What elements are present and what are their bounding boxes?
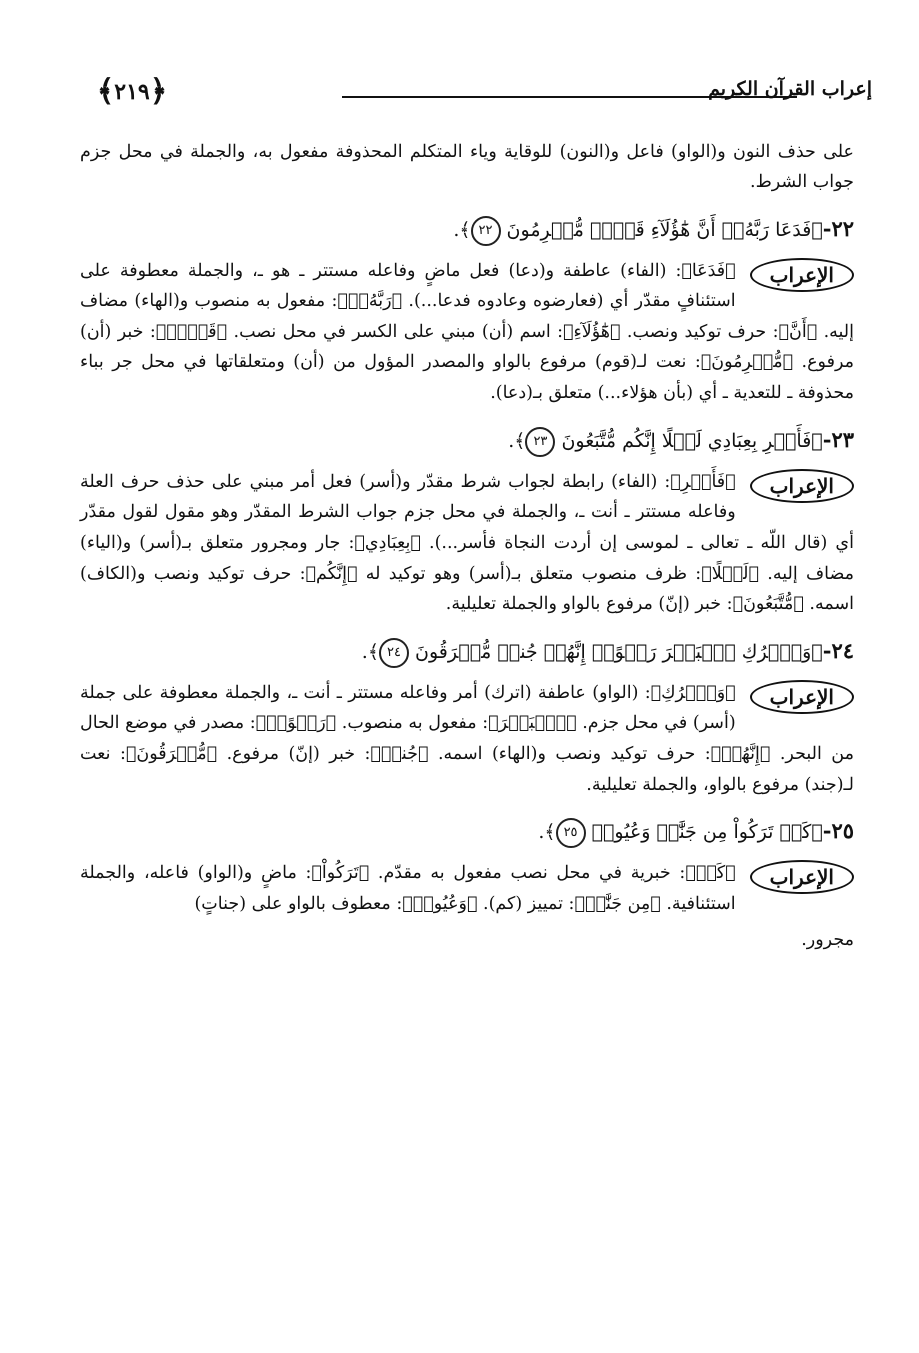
page-header xyxy=(80,70,872,120)
irab-block-22 xyxy=(80,256,854,409)
verse-close: ﴾. xyxy=(538,821,556,844)
verse-number: ٢٥- xyxy=(822,818,854,844)
intro-paragraph: على حذف النون و(الواو) فاعل و(النون) للوقاية وياء المتكلم المحذوفة مفعول به، والجملة في محل جزم جواب الشرط. xyxy=(80,142,854,192)
verse-close: ﴾. xyxy=(361,640,379,663)
verse-25 xyxy=(80,814,854,848)
irab-block-24 xyxy=(80,678,854,801)
irab-badge: الإعراب xyxy=(750,469,854,503)
verse-number: ٢٤- xyxy=(822,637,854,663)
irab-text: ﴿فَدَعَا﴾: (الفاء) عاطفة و(دعا) فعل ماضٍ وفاعله مستتر ـ هو ـ، والجملة معطوفة على استئنافٍ مقدّر أي (فعارضوه وعادوه فدعا...). ﴿رَبَّهُۥٓ﴾: مفعول به منصوب و(الهاء) مضاف إليه. ﴿أَنَّ﴾: حرف توكيد ونصب. ﴿هَٰٓؤُلَآءِ﴾: اسم (أن) مبني على الكسر في محل نصب. ﴿قَوۡمٞ﴾: خبر (أن) مرفوع. ﴿مُّجۡرِمُونَ﴾: نعت لـ(قوم) مرفوع بالواو والمصدر المؤول من (أن) ومتعلقاتها في محل جر بباء محذوفة ـ للتعدية ـ أي (بأن هؤلاء...) متعلق بـ(دعا). xyxy=(80,260,854,403)
left-brace-ornament: ﴿ xyxy=(149,74,168,109)
irab-badge: الإعراب xyxy=(750,860,854,894)
ayah-marker-icon: ٢٥ xyxy=(556,818,586,848)
verse-text: ﴿كَمۡ تَرَكُواْ مِن جَنَّٰتٖ وَعُيُونٖ xyxy=(591,821,823,844)
page-content xyxy=(80,138,854,955)
ayah-marker-icon: ٢٢ xyxy=(471,216,501,246)
right-brace-ornament: ﴾ xyxy=(96,74,115,109)
verse-text: ﴿فَدَعَا رَبَّهُۥٓ أَنَّ هَٰٓؤُلَآءِ قَوۡمٞ مُّجۡرِمُونَ xyxy=(506,218,823,241)
irab-badge: الإعراب xyxy=(750,680,854,714)
page-number-value: ٢١٩ xyxy=(114,79,150,105)
irab-text: ﴿فَأَسۡرِ﴾: (الفاء) رابطة لجواب شرط مقدّر و(أسر) فعل أمر مبني على حذف حرف العلة وفاعله مستتر ـ أنت ـ، والجملة في محل جزم جواب الشرط المقدّر وهو مقول لقول مقدّر أي (قال اللّه ـ تعالى ـ لموسى إن أردت النجاة فأسر...). ﴿بِعِبَادِي﴾: جار ومجرور متعلق بـ(أسر) و(الياء) مضاف إليه. ﴿لَيۡلًا﴾: ظرف منصوب متعلق بـ(أسر) وهو توكيد له ﴿إِنَّكُم﴾: حرف توكيد ونصب و(الكاف) اسمه. ﴿مُّتَّبَعُونَ﴾: خبر (إنّ) مرفوع بالواو والجملة تعليلية. xyxy=(80,471,854,615)
irab-text: ﴿كَمۡ﴾: خبرية في محل نصب مفعول به مقدّم. ﴿تَرَكُواْ﴾: ماضٍ و(الواو) فاعله، والجملة استئنافية. ﴿مِن جَنَّٰتٖ﴾: تمييز (كم). ﴿وَعُيُونٖ﴾: معطوف بالواو على (جناتٍ) xyxy=(80,863,736,914)
verse-number: ٢٢- xyxy=(822,215,854,241)
irab-block-23 xyxy=(80,467,854,620)
page-number xyxy=(80,74,184,110)
verse-number: ٢٣- xyxy=(822,426,854,452)
verse-text: ﴿وَٱتۡرُكِ ٱلۡبَحۡرَ رَهۡوًاۖ إِنَّهُمۡ جُندٞ مُّغۡرَقُونَ xyxy=(415,640,823,663)
verse-close: ﴾. xyxy=(508,429,526,452)
ayah-marker-icon: ٢٤ xyxy=(379,638,409,668)
verse-24 xyxy=(80,634,854,668)
book-title: إعراب القرآن الكريم xyxy=(708,78,872,100)
final-word: مجرور. xyxy=(801,929,854,950)
irab-text: ﴿وَٱتۡرُكِ﴾: (الواو) عاطفة (اترك) أمر وفاعله مستتر ـ أنت ـ، والجملة معطوفة على جملة (أسر) في محل جزم. ﴿ٱلۡبَحۡرَ﴾: مفعول به منصوب. ﴿رَهۡوًاۖ﴾: مصدر في موضع الحال من البحر. ﴿إِنَّهُمۡ﴾: حرف توكيد ونصب و(الهاء) اسمه. ﴿جُندٞ﴾: خبر (إنّ) مرفوع. ﴿مُّغۡرَقُونَ﴾: نعت لـ(جند) مرفوع بالواو، والجملة تعليلية. xyxy=(80,682,854,795)
ayah-marker-icon: ٢٣ xyxy=(525,427,555,457)
verse-close: ﴾. xyxy=(453,218,471,241)
verse-22 xyxy=(80,212,854,246)
verse-text: ﴿فَأَسۡرِ بِعِبَادِي لَيۡلًا إِنَّكُم مُّتَّبَعُونَ xyxy=(561,429,823,452)
irab-block-25 xyxy=(80,858,854,919)
irab-badge: الإعراب xyxy=(750,258,854,292)
verse-23 xyxy=(80,423,854,457)
